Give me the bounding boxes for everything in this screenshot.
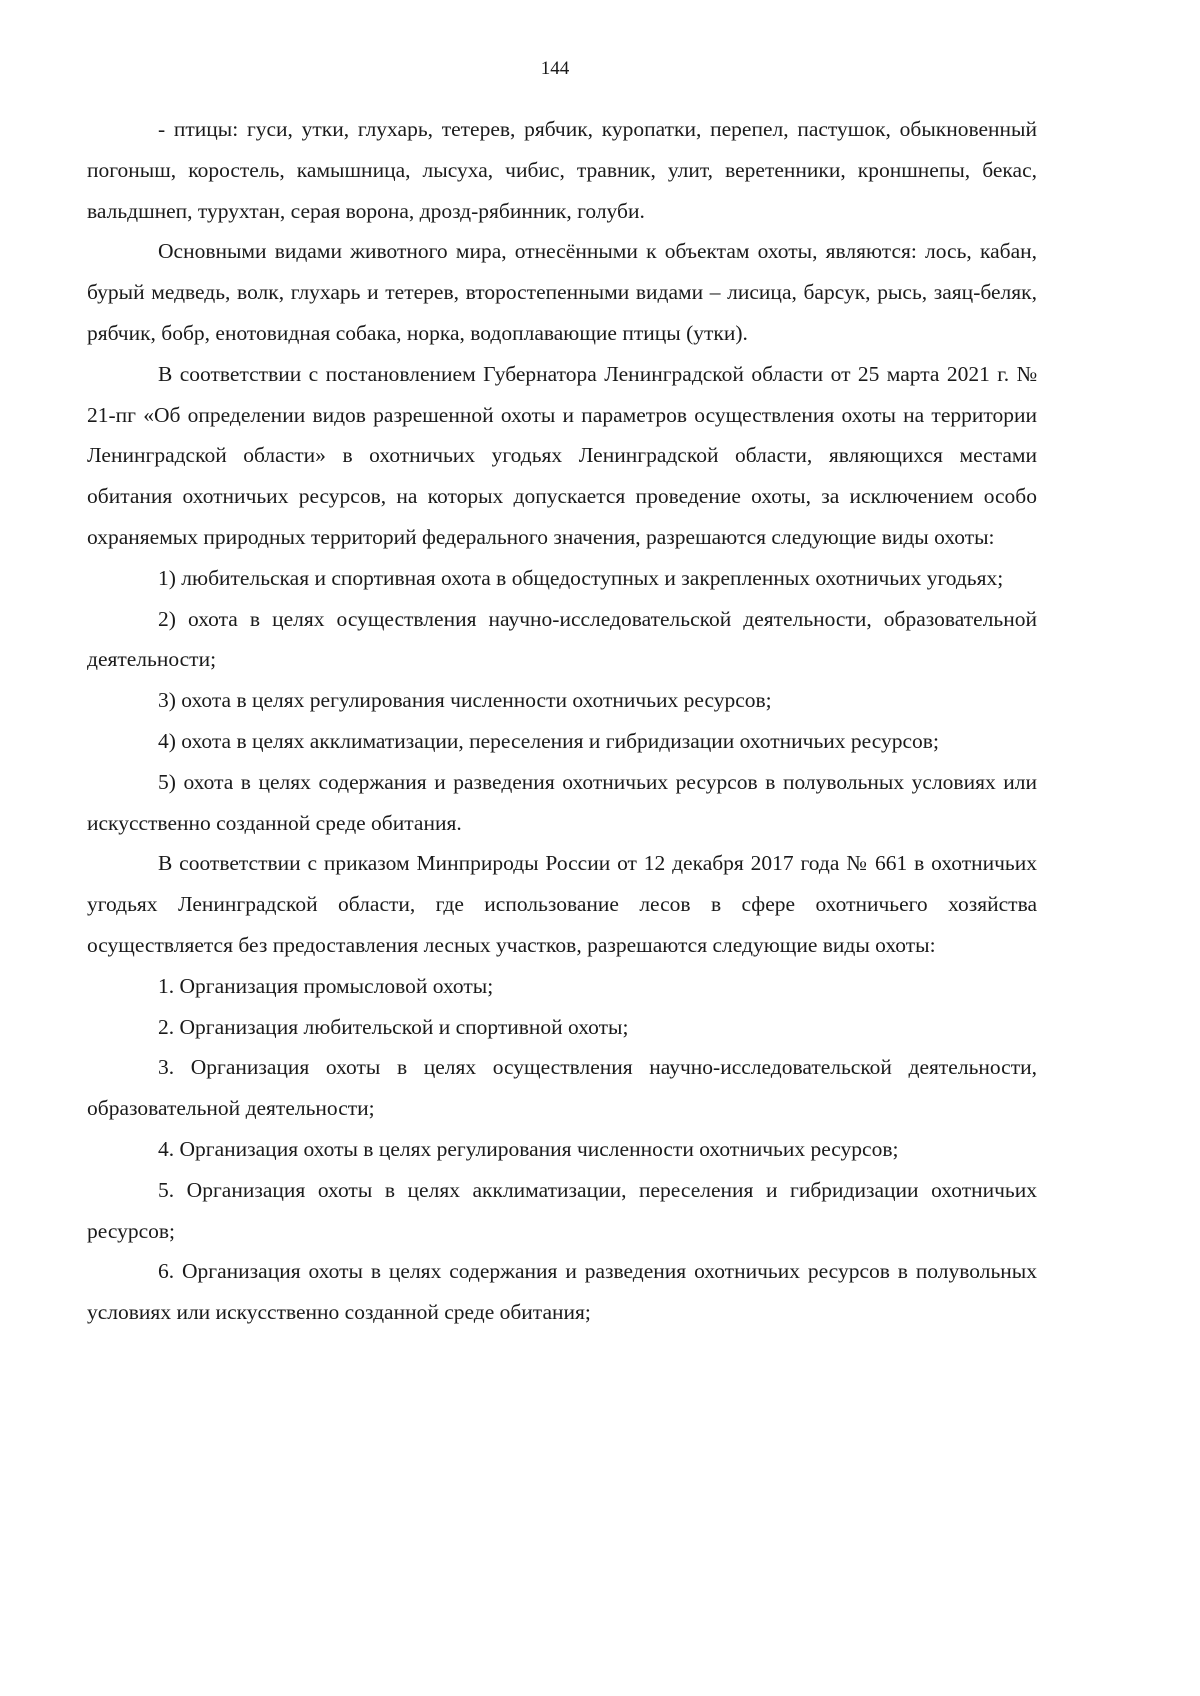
list-item: 3) охота в целях регулирования численности охотничьих ресурсов; <box>158 688 772 713</box>
list-item: 5) охота в целях содержания и разведения охотничьих ресурсов в полувольных условиях или искусственно созданной среде обитания. <box>87 769 1037 835</box>
list-item: 1. Организация промысловой охоты; <box>158 973 494 998</box>
paragraph-main-species: Основными видами животного мира, отнесёнными к объектам охоты, являются: лось, кабан, бурый медведь, волк, глухарь и тетерев, второстепенными видами – лисица, барсук, рысь, заяц-беляк, рябчик, бобр, енотовидная собака, норка, водоплавающие птицы (утки). <box>87 239 1037 345</box>
list-item: 4) охота в целях акклиматизации, переселения и гибридизации охотничьих ресурсов; <box>158 728 939 753</box>
paragraph-ministry-order: В соответствии с приказом Минприроды России от 12 декабря 2017 года № 661 в охотничьих угодьях Ленинградской области, где использование лесов в сфере охотничьего хозяйства осуществляется без предоставления лесных участков, разрешаются следующие виды охоты: <box>87 851 1037 957</box>
page-number: 144 <box>540 58 570 79</box>
document-body <box>87 109 1037 1333</box>
paragraph-governor-decree: В соответствии с постановлением Губернатора Ленинградской области от 25 марта 2021 г. № 21-пг «Об определении видов разрешенной охоты и параметров осуществления охоты на территории Ленинградской области» в охотничьих угодьях Ленинградской области, являющихся местами обитания охотничьих ресурсов, на которых допускается проведение охоты, за исключением особо охраняемых природных территорий федерального значения, разрешаются следующие виды охоты: <box>87 361 1037 549</box>
list-item: 5. Организация охоты в целях акклиматизации, переселения и гибридизации охотничьих ресурсов; <box>87 1177 1037 1243</box>
list-item: 6. Организация охоты в целях содержания и разведения охотничьих ресурсов в полувольных условиях или искусственно созданной среде обитания; <box>87 1259 1037 1325</box>
list-item: 2. Организация любительской и спортивной охоты; <box>158 1014 629 1039</box>
list-item: 4. Организация охоты в целях регулирования численности охотничьих ресурсов; <box>158 1136 899 1161</box>
list-item: 3. Организация охоты в целях осуществления научно-исследовательской деятельности, образовательной деятельности; <box>87 1055 1037 1121</box>
paragraph-bird-species: - птицы: гуси, утки, глухарь, тетерев, рябчик, куропатки, перепел, пастушок, обыкновенный погоныш, коростель, камышница, лысуха, чибис, травник, улит, веретенники, кроншнепы, бекас, вальдшнеп, турухтан, серая ворона, дрозд-рябинник, голуби. <box>87 117 1037 223</box>
list-item: 1) любительская и спортивная охота в общедоступных и закрепленных охотничьих угодьях; <box>158 565 1004 590</box>
list-item: 2) охота в целях осуществления научно-исследовательской деятельности, образовательной деятельности; <box>87 606 1037 672</box>
